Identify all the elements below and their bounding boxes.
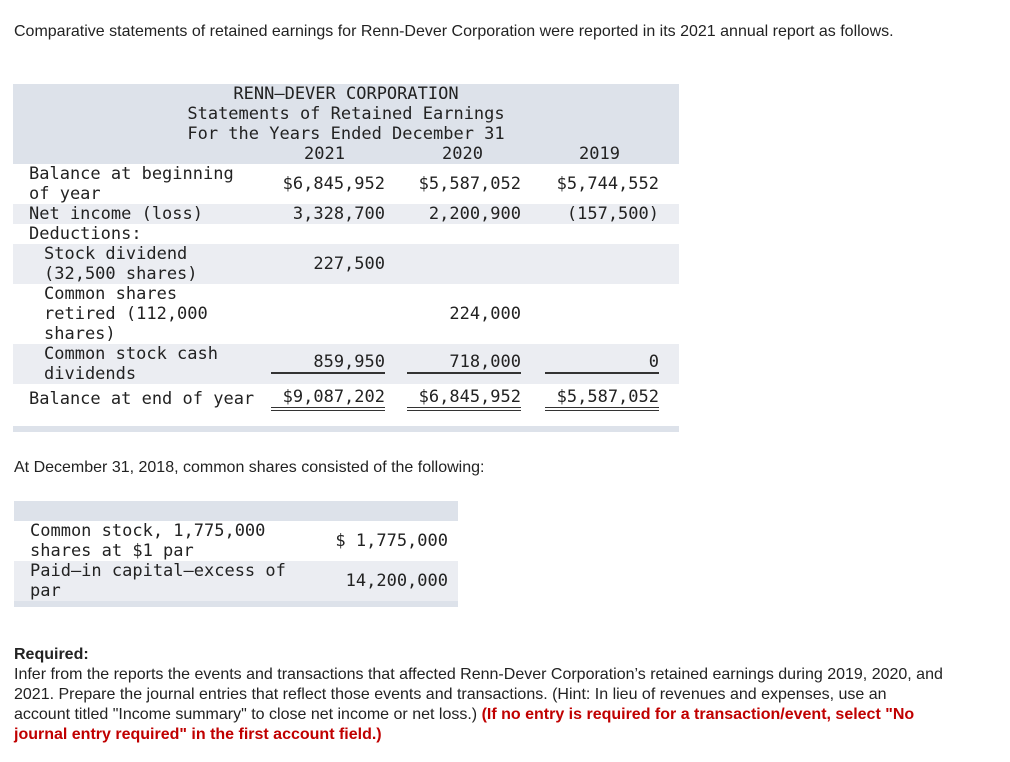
row-beginning-balance xyxy=(13,164,679,204)
year-2021: 2021 xyxy=(304,144,345,164)
shares-header-bar xyxy=(14,501,458,521)
retained-earnings-statement xyxy=(13,84,679,418)
shares-intro-text: At December 31, 2018, common shares consisted of the following: xyxy=(14,459,485,476)
cell-2021: $6,845,952 xyxy=(282,174,385,194)
year-2019: 2019 xyxy=(579,144,620,164)
row-paid-in-capital xyxy=(14,561,458,601)
row-label: Paid–in capital–excess of par xyxy=(30,561,286,601)
cell-2020: 224,000 xyxy=(449,304,521,324)
row-net-income xyxy=(13,204,679,224)
cell-2021: 227,500 xyxy=(313,254,385,274)
company-name: RENN–DEVER CORPORATION xyxy=(233,84,459,104)
required-section xyxy=(14,645,944,745)
cell-2021: $9,087,202 xyxy=(271,387,385,411)
cell-2021: 859,950 xyxy=(271,352,385,374)
cell-2019: $5,587,052 xyxy=(545,387,659,411)
common-shares-table xyxy=(14,501,458,607)
shares-footer-bar xyxy=(14,601,458,607)
row-label: Balance at beginning of year xyxy=(29,164,234,204)
intro-text: Comparative statements of retained earnings for Renn-Dever Corporation were reported in its 2021 annual report as follows. xyxy=(14,23,894,40)
row-ending-balance xyxy=(13,384,679,418)
row-common-stock xyxy=(14,521,458,561)
row-label: Common stock cash dividends xyxy=(44,344,218,384)
statement-footer-bar xyxy=(13,426,679,432)
row-label: Net income (loss) xyxy=(29,204,203,224)
row-label: Stock dividend (32,500 shares) xyxy=(44,244,198,284)
year-headers xyxy=(13,144,679,164)
required-title: Required: xyxy=(14,646,89,663)
cell-2021: 3,328,700 xyxy=(292,204,385,224)
cell-2020: 718,000 xyxy=(407,352,521,374)
statement-title: Statements of Retained Earnings xyxy=(187,104,505,124)
cell-2019: (157,500) xyxy=(566,204,659,224)
cell-value: $ 1,775,000 xyxy=(335,531,448,551)
row-shares-retired xyxy=(13,284,679,344)
row-cash-dividends xyxy=(13,344,679,384)
statement-header xyxy=(13,84,679,164)
cell-value: 14,200,000 xyxy=(345,571,448,591)
row-stock-dividend xyxy=(13,244,679,284)
cell-2020: 2,200,900 xyxy=(428,204,521,224)
row-label: Common stock, 1,775,000 shares at $1 par xyxy=(30,521,266,561)
row-label: Balance at end of year xyxy=(29,389,255,409)
cell-2020: $5,587,052 xyxy=(418,174,521,194)
required-body: Infer from the reports the events and transactions that affected Renn-Dever Corporation’s retained earnings during 2019, 2020, and 2021. Prepare the journal entries that reflect those events and transactions. (Hint: In lieu of revenues and expenses, use an account titled "Income summary" to close net income or net loss.) xyxy=(14,666,943,723)
row-label: Common shares retired (112,000 shares) xyxy=(44,284,208,344)
cell-2020: $6,845,952 xyxy=(407,387,521,411)
row-deductions xyxy=(13,224,679,244)
statement-period: For the Years Ended December 31 xyxy=(187,124,505,144)
row-label: Deductions: xyxy=(29,224,142,244)
required-note: (If no entry is required for a transaction/event, select "No journal entry required" in the first account field.) xyxy=(14,706,915,743)
cell-2019: 0 xyxy=(545,352,659,374)
cell-2019: $5,744,552 xyxy=(556,174,659,194)
year-2020: 2020 xyxy=(442,144,483,164)
